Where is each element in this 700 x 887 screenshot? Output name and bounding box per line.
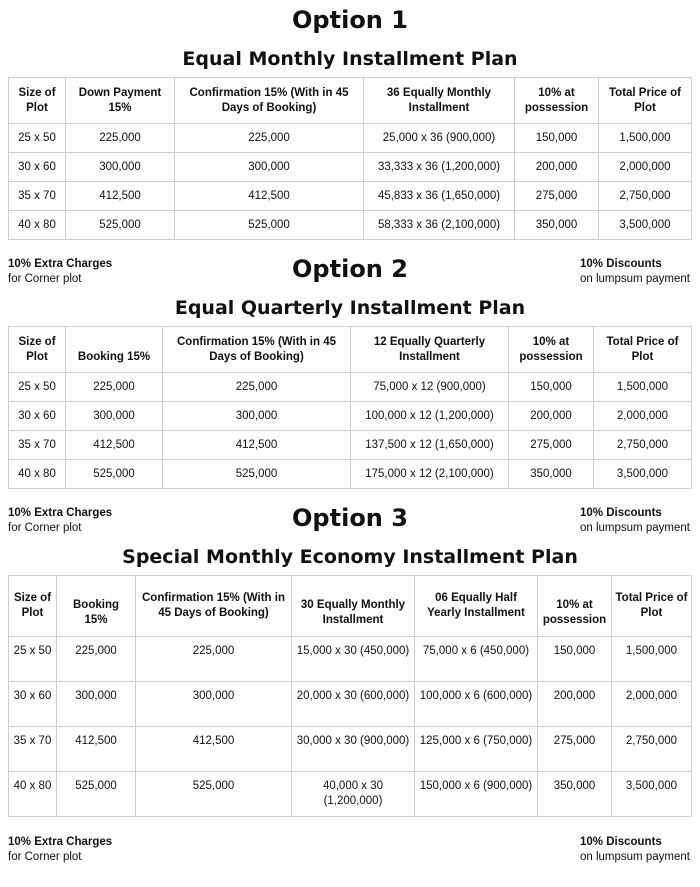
- table-row: [9, 460, 692, 489]
- column-header: Confirmation 15% (With in 45 Days of Booking): [163, 327, 351, 373]
- table-cell: 525,000: [175, 211, 364, 240]
- table-cell: 225,000: [163, 373, 351, 402]
- note-subtitle: on lumpsum payment: [580, 522, 690, 534]
- table-cell: 40 x 80: [9, 460, 66, 489]
- note-subtitle: on lumpsum payment: [580, 851, 690, 863]
- table-cell: 3,500,000: [599, 211, 692, 240]
- table-cell: 412,500: [136, 727, 292, 772]
- table-cell: 1,500,000: [599, 124, 692, 153]
- table-cell: 150,000: [509, 373, 594, 402]
- note-subtitle: for Corner plot: [8, 522, 82, 534]
- table-cell: 412,500: [66, 431, 163, 460]
- table-cell: 225,000: [66, 124, 175, 153]
- table-cell: 412,500: [163, 431, 351, 460]
- table-cell: 225,000: [175, 124, 364, 153]
- table-row: [9, 373, 692, 402]
- table-row: [9, 431, 692, 460]
- table-cell: 2,750,000: [599, 182, 692, 211]
- option1-table: [8, 77, 692, 240]
- table-cell: 300,000: [66, 402, 163, 431]
- table-cell: 150,000 x 6 (900,000): [415, 772, 538, 817]
- table-cell: 225,000: [66, 373, 163, 402]
- table-cell: 300,000: [163, 402, 351, 431]
- table-cell: 33,333 x 36 (1,200,000): [364, 153, 515, 182]
- table-cell: 525,000: [66, 460, 163, 489]
- column-header: 10% at possession: [515, 78, 599, 124]
- table-cell: 350,000: [515, 211, 599, 240]
- table-cell: 275,000: [538, 727, 612, 772]
- option2-table: [8, 326, 692, 489]
- table-cell: 150,000: [538, 637, 612, 682]
- note-title: 10% Extra Charges: [8, 258, 113, 270]
- table-cell: 200,000: [515, 153, 599, 182]
- table-row: [9, 211, 692, 240]
- note-subtitle: for Corner plot: [8, 851, 82, 863]
- table-cell: 175,000 x 12 (2,100,000): [351, 460, 509, 489]
- table-cell: 30 x 60: [9, 153, 66, 182]
- table-cell: 200,000: [538, 682, 612, 727]
- table-cell: 350,000: [538, 772, 612, 817]
- option1-title: Option 1: [292, 6, 408, 34]
- table-cell: 58,333 x 36 (2,100,000): [364, 211, 515, 240]
- table-cell: 525,000: [66, 211, 175, 240]
- table-row: [9, 727, 692, 772]
- table-cell: 1,500,000: [612, 637, 692, 682]
- table-cell: 2,750,000: [594, 431, 692, 460]
- column-header: 10% at possession: [509, 327, 594, 373]
- column-header: Confirmation 15% (With in 45 Days of Booking): [175, 78, 364, 124]
- table-cell: 35 x 70: [9, 431, 66, 460]
- table-cell: 350,000: [509, 460, 594, 489]
- table-cell: 525,000: [136, 772, 292, 817]
- note-subtitle: for Corner plot: [8, 273, 82, 285]
- note-title: 10% Discounts: [580, 836, 662, 848]
- table-cell: 525,000: [57, 772, 136, 817]
- table-row: [9, 402, 692, 431]
- table-cell: 2,000,000: [612, 682, 692, 727]
- note-title: 10% Extra Charges: [8, 836, 113, 848]
- table-cell: 125,000 x 6 (750,000): [415, 727, 538, 772]
- table-cell: 25 x 50: [9, 124, 66, 153]
- column-header: 12 Equally Quarterly Installment: [351, 327, 509, 373]
- table-cell: 100,000 x 6 (600,000): [415, 682, 538, 727]
- column-header: Booking 15%: [57, 576, 136, 637]
- table-row: [9, 124, 692, 153]
- option3-header-row: [9, 576, 692, 637]
- table-cell: 300,000: [175, 153, 364, 182]
- column-header: Total Price of Plot: [599, 78, 692, 124]
- table-cell: 200,000: [509, 402, 594, 431]
- table-cell: 1,500,000: [594, 373, 692, 402]
- table-cell: 35 x 70: [9, 727, 57, 772]
- option2-title: Option 2: [292, 255, 408, 283]
- table-cell: 2,000,000: [599, 153, 692, 182]
- table-cell: 225,000: [136, 637, 292, 682]
- table-row: [9, 182, 692, 211]
- column-header: Booking 15%: [66, 327, 163, 373]
- table-cell: 275,000: [509, 431, 594, 460]
- table-cell: 25 x 50: [9, 373, 66, 402]
- table-cell: 35 x 70: [9, 182, 66, 211]
- table-cell: 275,000: [515, 182, 599, 211]
- table-cell: 30 x 60: [9, 682, 57, 727]
- table-cell: 45,833 x 36 (1,650,000): [364, 182, 515, 211]
- note-title: 10% Extra Charges: [8, 507, 113, 519]
- table-cell: 75,000 x 12 (900,000): [351, 373, 509, 402]
- table-cell: 150,000: [515, 124, 599, 153]
- column-header: Total Price of Plot: [612, 576, 692, 637]
- table-cell: 100,000 x 12 (1,200,000): [351, 402, 509, 431]
- column-header: 10% at possession: [538, 576, 612, 637]
- table-cell: 300,000: [57, 682, 136, 727]
- column-header: Size of Plot: [9, 327, 66, 373]
- option1-header-row: [9, 78, 692, 124]
- table-cell: 25 x 50: [9, 637, 57, 682]
- table-cell: 137,500 x 12 (1,650,000): [351, 431, 509, 460]
- table-row: [9, 772, 692, 817]
- column-header: 06 Equally Half Yearly Installment: [415, 576, 538, 637]
- column-header: Size of Plot: [9, 78, 66, 124]
- table-cell: 300,000: [66, 153, 175, 182]
- note-subtitle: on lumpsum payment: [580, 273, 690, 285]
- table-cell: 15,000 x 30 (450,000): [292, 637, 415, 682]
- column-header: Total Price of Plot: [594, 327, 692, 373]
- table-row: [9, 682, 692, 727]
- table-cell: 40,000 x 30 (1,200,000): [292, 772, 415, 817]
- table-cell: 3,500,000: [612, 772, 692, 817]
- table-cell: 25,000 x 36 (900,000): [364, 124, 515, 153]
- lumpsum-discount-note: [580, 835, 690, 865]
- option2-header-row: [9, 327, 692, 373]
- table-row: [9, 153, 692, 182]
- table-cell: 2,000,000: [594, 402, 692, 431]
- option2-plan-title: Equal Quarterly Installment Plan: [174, 297, 526, 319]
- table-cell: 2,750,000: [612, 727, 692, 772]
- table-cell: 525,000: [163, 460, 351, 489]
- column-header: 36 Equally Monthly Installment: [364, 78, 515, 124]
- option3-title: Option 3: [292, 504, 408, 532]
- table-cell: 30 x 60: [9, 402, 66, 431]
- column-header: Down Payment 15%: [66, 78, 175, 124]
- table-cell: 412,500: [57, 727, 136, 772]
- table-row: [9, 637, 692, 682]
- option3-plan-title: Special Monthly Economy Installment Plan: [122, 546, 578, 568]
- table-cell: 30,000 x 30 (900,000): [292, 727, 415, 772]
- table-cell: 412,500: [66, 182, 175, 211]
- table-cell: 40 x 80: [9, 772, 57, 817]
- option1-plan-title: Equal Monthly Installment Plan: [182, 48, 518, 70]
- column-header: Confirmation 15% (With in 45 Days of Booking): [136, 576, 292, 637]
- table-cell: 300,000: [136, 682, 292, 727]
- column-header: Size of Plot: [9, 576, 57, 637]
- table-cell: 40 x 80: [9, 211, 66, 240]
- option3-table: [8, 575, 692, 817]
- table-cell: 75,000 x 6 (450,000): [415, 637, 538, 682]
- note-title: 10% Discounts: [580, 258, 662, 270]
- table-cell: 20,000 x 30 (600,000): [292, 682, 415, 727]
- table-cell: 3,500,000: [594, 460, 692, 489]
- table-cell: 225,000: [57, 637, 136, 682]
- table-cell: 412,500: [175, 182, 364, 211]
- column-header: 30 Equally Monthly Installment: [292, 576, 415, 637]
- note-title: 10% Discounts: [580, 507, 662, 519]
- corner-plot-note: [8, 835, 112, 865]
